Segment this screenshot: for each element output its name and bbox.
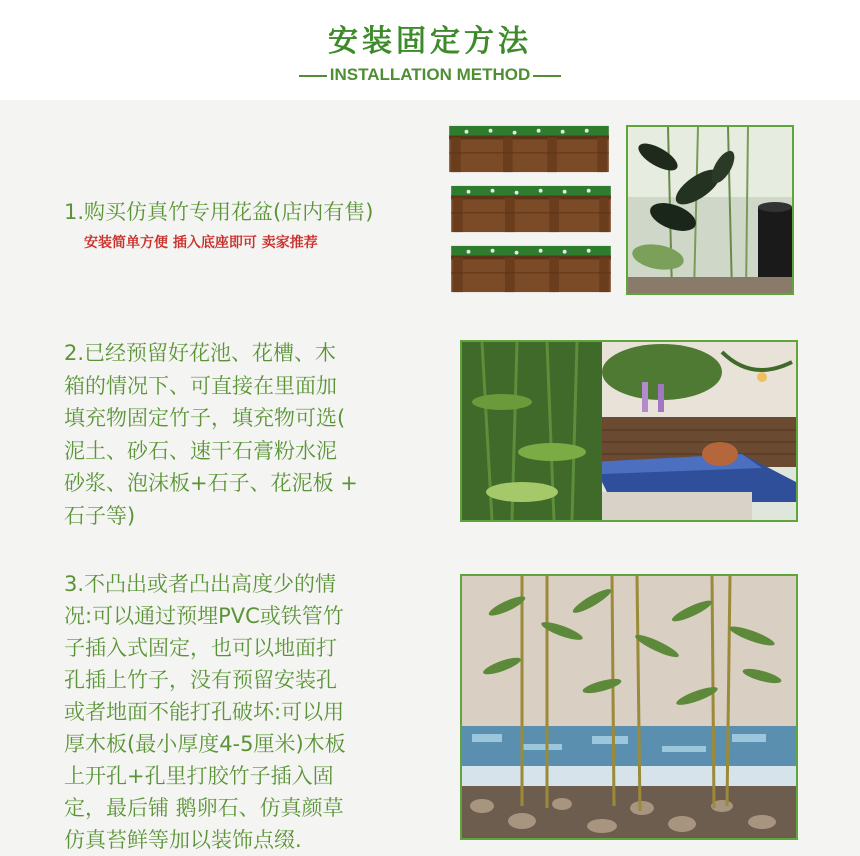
garden-pool-photo: [460, 340, 798, 522]
title-dash-right: [533, 75, 561, 77]
step2-line: 砂浆、泡沫板+石子、花泥板 +: [64, 471, 358, 495]
step3-line: 3.不凸出或者凸出高度少的情: [64, 572, 337, 596]
page-subtitle: [0, 65, 860, 85]
step3-line: 子插入式固定，也可以地面打: [64, 636, 337, 660]
page-header: [0, 0, 860, 100]
subtitle-text: INSTALLATION METHOD: [329, 65, 531, 84]
step2-line: 泥土、砂石、速干石膏粉水泥: [64, 438, 337, 463]
bamboo-pot-photo: [626, 125, 794, 295]
planter-box-image: [446, 184, 616, 234]
step1-text: 1.购买仿真竹专用花盆(店内有售): [64, 200, 374, 224]
step1-note: 安装简单方便 插入底座即可 卖家推荐: [84, 235, 318, 251]
step3-text: [64, 568, 346, 856]
planter-box-image: [444, 124, 614, 174]
planter-box-image: [446, 244, 616, 294]
bamboo-pebbles-photo: [460, 574, 798, 840]
step2-text: [64, 337, 358, 532]
step3-line: 或者地面不能打孔破坏:可以用: [64, 700, 345, 724]
title-dash-left: [299, 75, 327, 77]
step3-line: 定，最后铺 鹅卵石、仿真颜草: [64, 796, 344, 820]
step3-line: 况:可以通过预埋PVC或铁管竹: [64, 604, 344, 628]
step2-line: 箱的情况下、可直接在里面加: [64, 373, 337, 398]
step2-line: 填充物固定竹子，填充物可选(: [64, 406, 346, 430]
step3-line: 孔插上竹子，没有预留安装孔: [64, 668, 337, 692]
step2-line: 石子等): [64, 503, 136, 528]
step2-line: 2.已经预留好花池、花槽、木: [64, 341, 337, 365]
step3-line: 厚木板(最小厚度4-5厘米)木板: [64, 732, 346, 756]
step3-line: 上开孔+孔里打胶竹子插入固: [64, 764, 334, 788]
step3-line: 仿真苔鲜等加以装饰点缀.: [64, 828, 302, 852]
page-title: 安装固定方法: [328, 24, 532, 59]
